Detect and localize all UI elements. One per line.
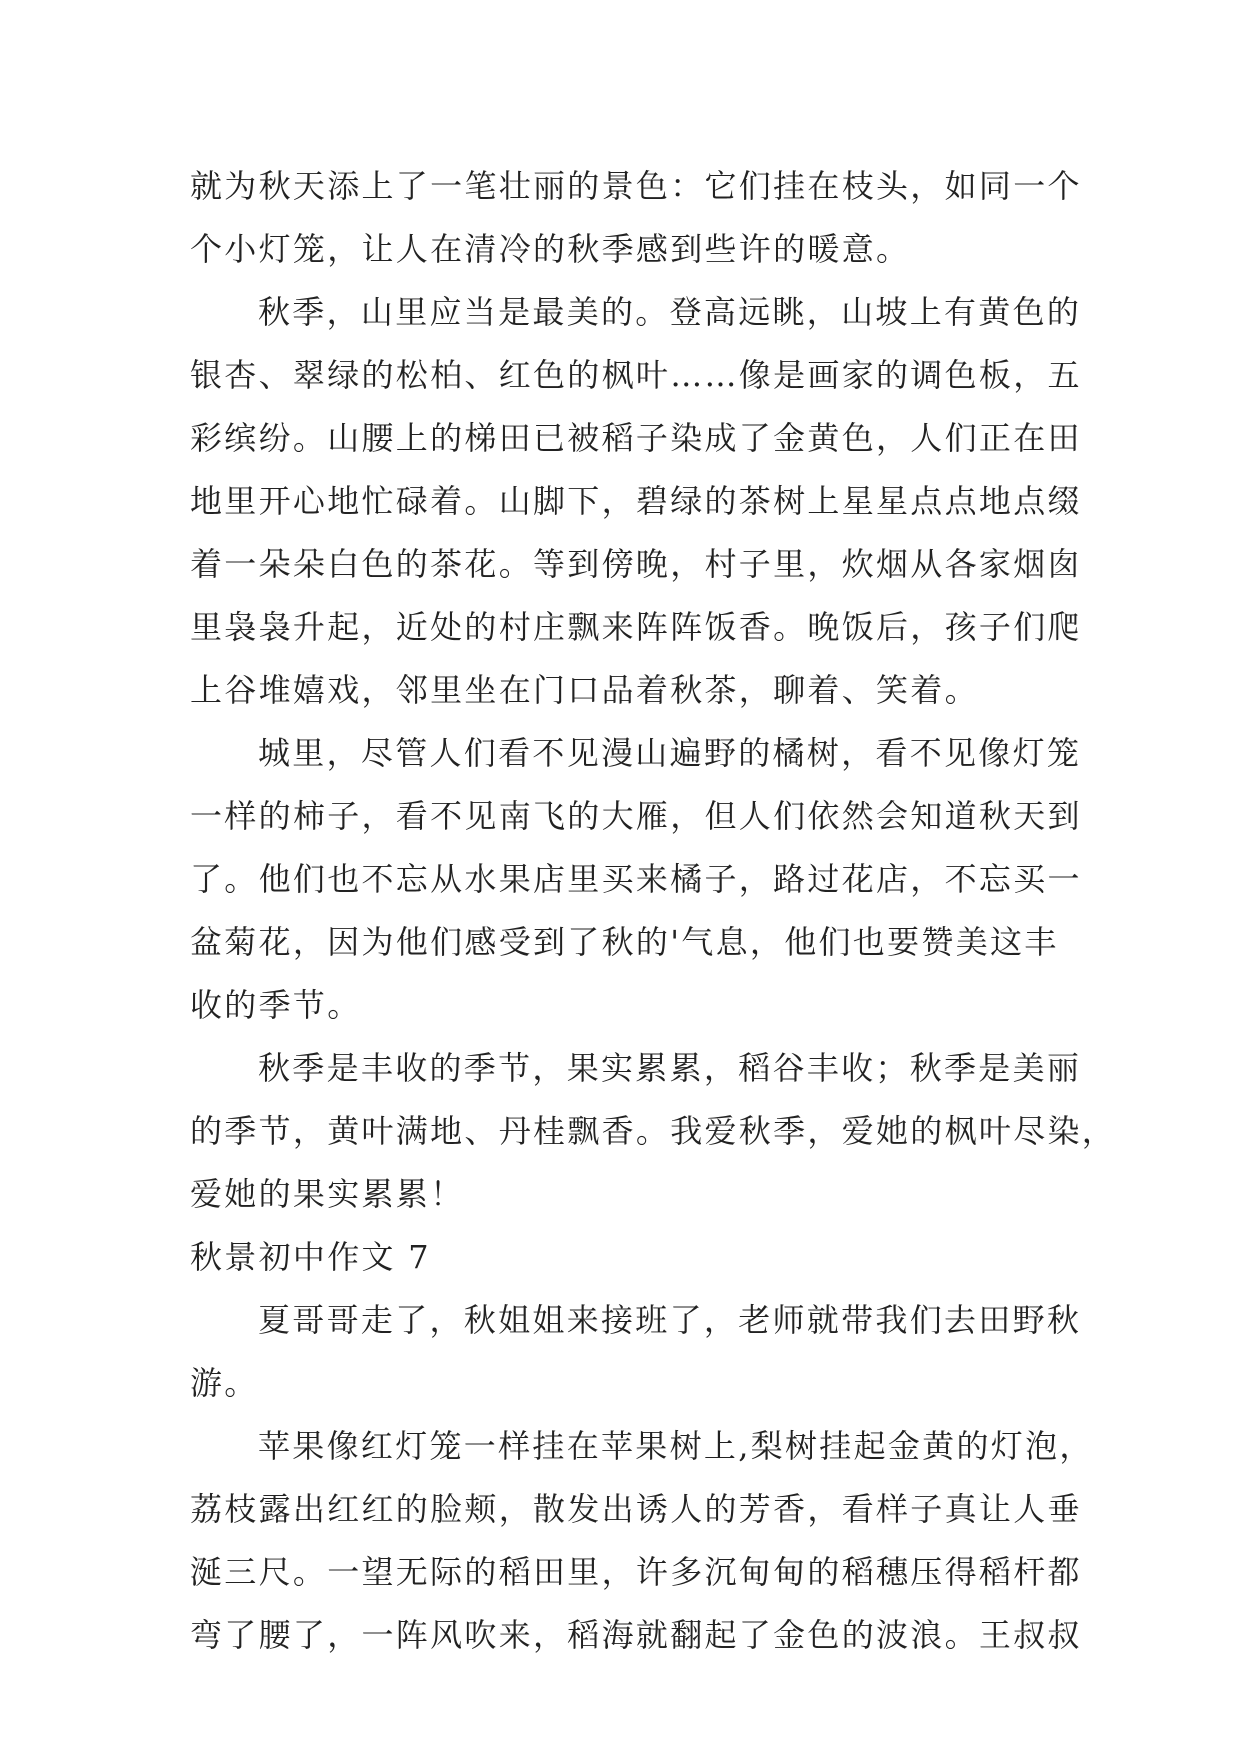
section-heading: 秋景初中作文 7 xyxy=(190,1238,431,1276)
text-line: 夏哥哥走了，秋姐姐来接班了，老师就带我们去田野秋 xyxy=(258,1301,1082,1339)
text-line: 涎三尺。一望无际的稻田里，许多沉甸甸的稻穗压得稻杆都 xyxy=(190,1553,1082,1591)
text-line: 个小灯笼，让人在清冷的秋季感到些许的暖意。 xyxy=(190,230,911,268)
text-line: 苹果像红灯笼一样挂在苹果树上,梨树挂起金黄的灯泡， xyxy=(258,1427,1094,1465)
text-line: 里袅袅升起，近处的村庄飘来阵阵饭香。晚饭后，孩子们爬 xyxy=(190,608,1082,646)
text-line: 秋季是丰收的季节，果实累累，稻谷丰收；秋季是美丽 xyxy=(258,1049,1082,1087)
text-line: 了。他们也不忘从水果店里买来橘子，路过花店，不忘买一 xyxy=(190,860,1082,898)
text-line: 爱她的果实累累！ xyxy=(190,1175,465,1213)
text-line: 着一朵朵白色的茶花。等到傍晚，村子里，炊烟从各家烟囱 xyxy=(190,545,1082,583)
text-line: 一样的柿子，看不见南飞的大雁，但人们依然会知道秋天到 xyxy=(190,797,1082,835)
document-body xyxy=(190,155,1117,1667)
text-line: 彩缤纷。山腰上的梯田已被稻子染成了金黄色，人们正在田 xyxy=(190,419,1082,457)
text-line: 收的季节。 xyxy=(190,986,362,1024)
text-line: 地里开心地忙碌着。山脚下，碧绿的茶树上星星点点地点缀 xyxy=(190,482,1082,520)
text-line: 上谷堆嬉戏，邻里坐在门口品着秋茶，聊着、笑着。 xyxy=(190,671,979,709)
text-line: 弯了腰了，一阵风吹来，稻海就翻起了金色的波浪。王叔叔 xyxy=(190,1616,1082,1654)
text-line: 的季节，黄叶满地、丹桂飘香。我爱秋季，爱她的枫叶尽染， xyxy=(190,1112,1117,1150)
text-line: 游。 xyxy=(190,1364,259,1402)
text-line: 就为秋天添上了一笔壮丽的景色：它们挂在枝头，如同一个 xyxy=(190,167,1082,205)
text-line: 荔枝露出红红的脸颊，散发出诱人的芳香，看样子真让人垂 xyxy=(190,1490,1082,1528)
text-line: 银杏、翠绿的松柏、红色的枫叶……像是画家的调色板，五 xyxy=(190,356,1082,394)
text-line: 盆菊花，因为他们感受到了秋的'气息，他们也要赞美这丰 xyxy=(190,923,1059,961)
text-line: 城里，尽管人们看不见漫山遍野的橘树，看不见像灯笼 xyxy=(258,734,1082,772)
text-line: 秋季，山里应当是最美的。登高远眺，山坡上有黄色的 xyxy=(258,293,1082,331)
